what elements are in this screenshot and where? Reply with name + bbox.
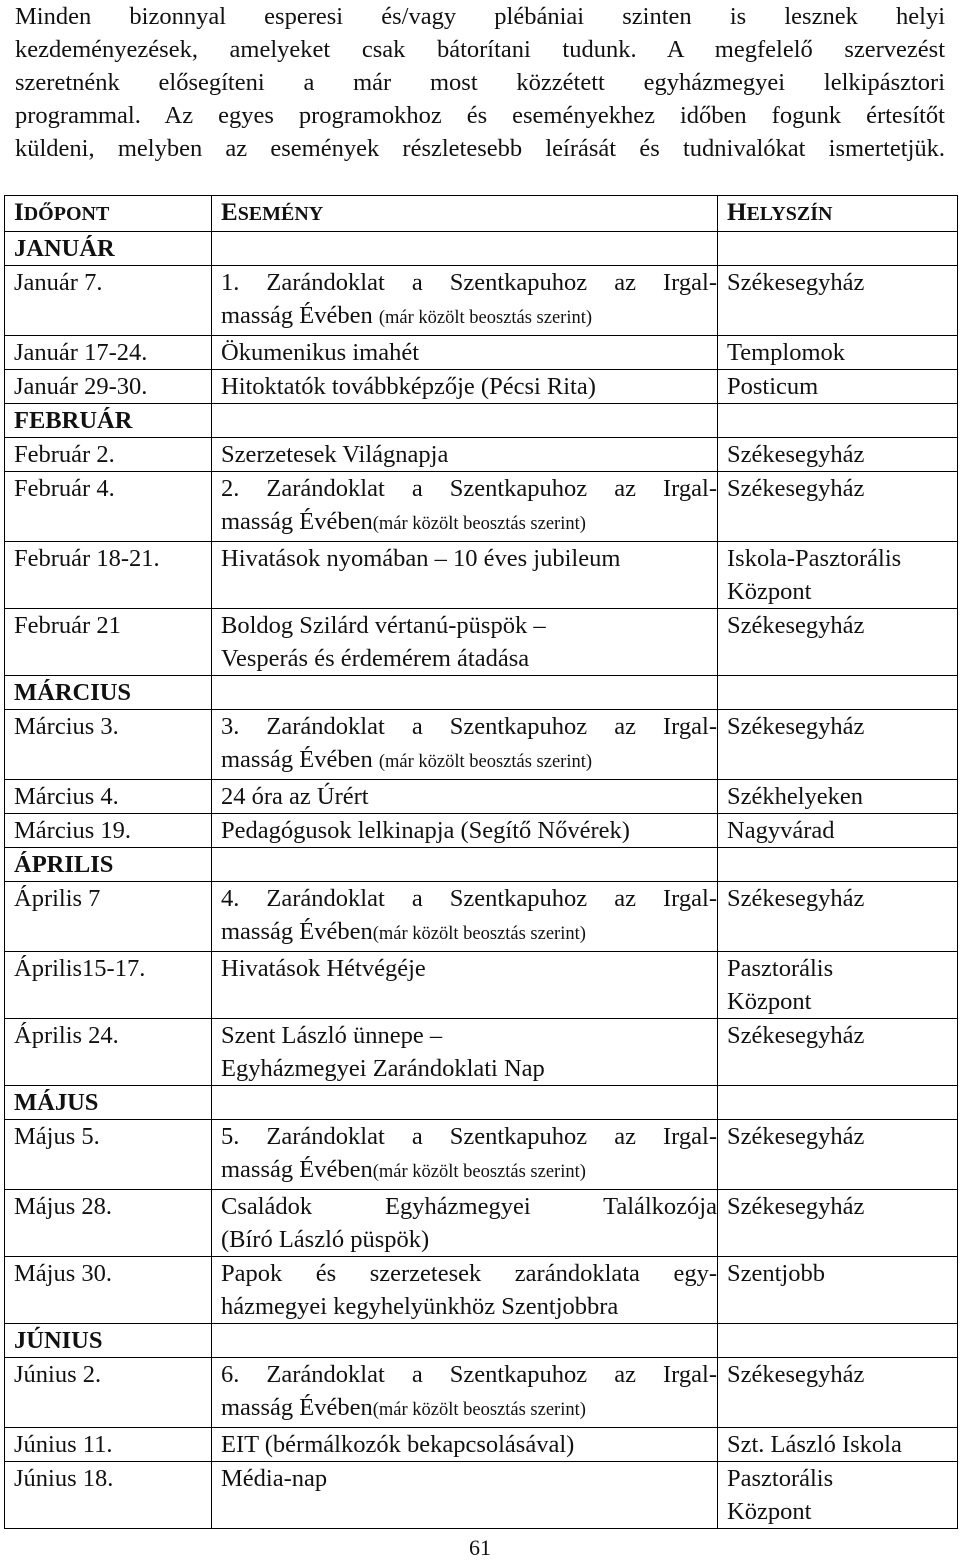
event-line: (Bíró László püspök) [221,1226,430,1253]
place-line: Pasztorális [727,1465,834,1492]
month-row [5,676,958,710]
event-note: (már közölt beosztás szerint) [372,1400,586,1420]
event-cell: EIT (bérmálkozók bekapcsolásával) [212,1428,718,1462]
event-line: 3. Zarándoklat a Szentkapuhoz az Irgal- [221,713,717,740]
place-cell: Posticum [718,370,958,404]
place-cell: Székesegyház [718,710,958,780]
table-row [5,1462,958,1529]
place-cell [718,1462,958,1529]
event-line: Boldog Szilárd vértanú-püspök – [221,612,546,639]
event-line: masság Évében [221,302,379,329]
table-row [5,882,958,952]
place-cell: Templomok [718,336,958,370]
date-cell: Március 19. [5,814,212,848]
date-cell: Január 17-24. [5,336,212,370]
table-row [5,710,958,780]
date-cell: Április15-17. [5,952,212,1019]
event-line: házmegyei kegyhelyünkhöz Szentjobbra [221,1293,619,1320]
place-cell: Szentjobb [718,1257,958,1324]
event-note: (már közölt beosztás szerint) [378,308,593,328]
date-cell: Január 7. [5,266,212,336]
date-cell: Június 11. [5,1428,212,1462]
month-row [5,232,958,266]
event-cell: Média-nap [212,1462,718,1529]
table-row [5,780,958,814]
date-cell: Január 29-30. [5,370,212,404]
date-cell: Február 18-21. [5,542,212,609]
intro-line: küldeni, melyben az események részletesebb leírását és tudnivalókat ismertetjük. [15,135,945,162]
table-row [5,266,958,336]
place-cell: Székesegyház [718,1358,958,1428]
place-cell: Székesegyház [718,882,958,952]
event-line: masság Évében [221,1394,373,1421]
date-cell: Június 18. [5,1462,212,1529]
event-cell [212,266,718,336]
header-place: HELYSZÍN [718,196,958,232]
place-cell: Székesegyház [718,266,958,336]
intro-line: szeretnénk elősegíteni a már most közzétett egyházmegyei lelkipásztori [15,69,945,96]
event-cell: Hitoktatók továbbképzője (Pécsi Rita) [212,370,718,404]
table-header-row [5,196,958,232]
intro-line: kezdeményezések, amelyeket csak bátorítani tudunk. A megfelelő szervezést [15,36,945,63]
table-row [5,1120,958,1190]
event-line: masság Évében [221,918,373,945]
place-line: Iskola-Pasztorális [727,545,902,572]
place-cell: Székesegyház [718,1019,958,1086]
event-cell [212,1120,718,1190]
intro-line: programmal. Az egyes programokhoz és eseményekhez időben fogunk értesítőt [15,102,945,129]
event-line: Papok és szerzetesek zarándoklata egy- [221,1260,717,1287]
event-line: masság Évében [221,508,373,535]
event-line: 6. Zarándoklat a Szentkapuhoz az Irgal- [221,1361,717,1388]
place-cell: Székesegyház [718,1120,958,1190]
place-cell [718,952,958,1019]
date-cell: Március 3. [5,710,212,780]
table-row [5,609,958,676]
event-cell: Ökumenikus imahét [212,336,718,370]
table-row [5,336,958,370]
date-cell: Március 4. [5,780,212,814]
event-line: Vesperás és érdemérem átadása [221,645,530,672]
place-cell: Szt. László Iskola [718,1428,958,1462]
date-cell: Április 24. [5,1019,212,1086]
date-cell: Április 7 [5,882,212,952]
date-cell: Május 28. [5,1190,212,1257]
month-label: JÚNIUS [5,1324,212,1358]
intro-line: Minden bizonnyal esperesi és/vagy plébániai szinten is lesznek helyi [15,3,945,30]
date-cell: Május 30. [5,1257,212,1324]
table-row [5,472,958,542]
month-label: FEBRUÁR [5,404,212,438]
month-row [5,1324,958,1358]
event-cell: Szerzetesek Világnapja [212,438,718,472]
month-label: MÁRCIUS [5,676,212,710]
date-cell: Február 2. [5,438,212,472]
event-note: (már közölt beosztás szerint) [378,752,593,772]
header-event: ESEMÉNY [212,196,718,232]
place-line: Központ [727,578,812,605]
event-line: masság Évében [221,1156,373,1183]
event-line: Szent László ünnepe – [221,1022,443,1049]
event-line: 2. Zarándoklat a Szentkapuhoz az Irgal- [221,475,717,502]
place-line: Pasztorális [727,955,834,982]
event-cell [212,1257,718,1324]
place-cell [718,542,958,609]
event-cell [212,472,718,542]
place-cell: Székesegyház [718,1190,958,1257]
intro-paragraph [15,0,945,165]
table-row [5,1190,958,1257]
event-cell: 24 óra az Úrért [212,780,718,814]
month-row [5,404,958,438]
event-line: 5. Zarándoklat a Szentkapuhoz az Irgal- [221,1123,717,1150]
event-cell [212,609,718,676]
table-row [5,370,958,404]
page-number: 61 [469,1535,491,1560]
table-row [5,1358,958,1428]
month-label: ÁPRILIS [5,848,212,882]
place-cell: Nagyvárad [718,814,958,848]
event-cell [212,1190,718,1257]
event-cell: Hivatások Hétvégéje [212,952,718,1019]
event-note: (már közölt beosztás szerint) [372,924,586,944]
table-row [5,814,958,848]
table-row [5,1257,958,1324]
date-cell: Február 21 [5,609,212,676]
table-row [5,438,958,472]
event-cell [212,1358,718,1428]
month-label: MÁJUS [5,1086,212,1120]
table-row [5,952,958,1019]
table-row [5,1019,958,1086]
event-note: (már közölt beosztás szerint) [372,1162,586,1182]
place-cell: Székhelyeken [718,780,958,814]
date-cell: Május 5. [5,1120,212,1190]
date-cell: Június 2. [5,1358,212,1428]
date-cell: Február 4. [5,472,212,542]
place-line: Központ [727,1498,812,1525]
event-line: 4. Zarándoklat a Szentkapuhoz az Irgal- [221,885,717,912]
table-row [5,542,958,609]
event-line: Egyházmegyei Zarándoklati Nap [221,1055,545,1082]
event-line: Családok Egyházmegyei Találkozója [221,1193,717,1220]
month-row [5,1086,958,1120]
place-line: Központ [727,988,812,1015]
place-cell: Székesegyház [718,472,958,542]
event-cell: Pedagógusok lelkinapja (Segítő Nővérek) [212,814,718,848]
event-line: Hivatások nyomában – 10 éves jubileum [221,545,621,572]
month-label: JANUÁR [5,232,212,266]
event-line: masság Évében [221,746,379,773]
place-cell: Székesegyház [718,609,958,676]
header-date: IDŐPONT [5,196,212,232]
table-row [5,1428,958,1462]
month-row [5,848,958,882]
event-line: 1. Zarándoklat a Szentkapuhoz az Irgal- [221,269,717,296]
event-note: (már közölt beosztás szerint) [372,514,586,534]
event-cell [212,1019,718,1086]
schedule-table [4,195,958,1529]
event-cell [212,882,718,952]
place-cell: Székesegyház [718,438,958,472]
event-cell [212,542,718,609]
event-cell [212,710,718,780]
